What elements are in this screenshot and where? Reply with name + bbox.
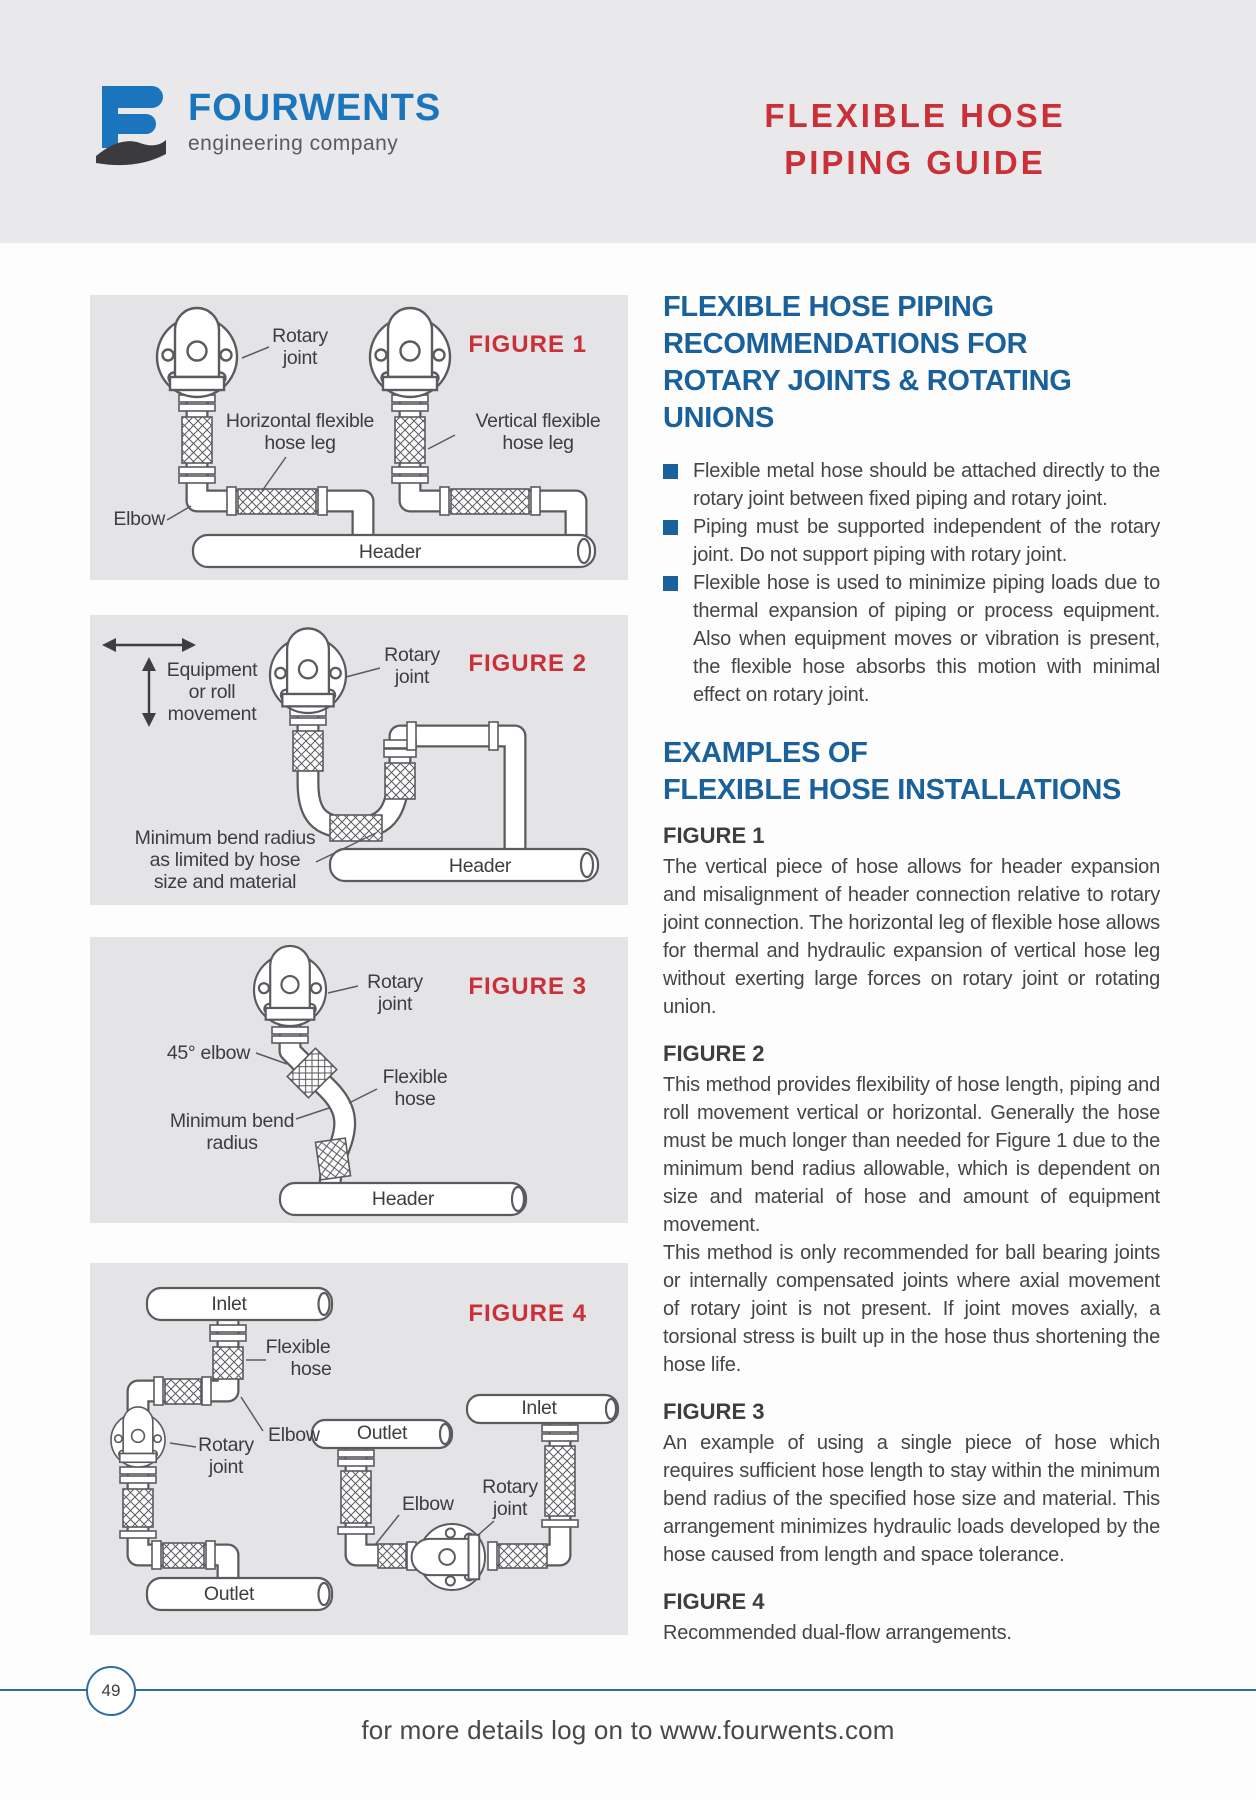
fig2-hose-bend [330, 815, 382, 841]
figure-4-description: FIGURE 4 Recommended dual-flow arrangements. [663, 1589, 1160, 1647]
page-header [0, 0, 1256, 243]
figure-3-panel [90, 937, 628, 1223]
section1-heading: FLEXIBLE HOSE PIPING RECOMMENDATIONS FOR ROTARY JOINTS & ROTATING UNIONS [663, 291, 1072, 434]
fig1-rotary-joint-icon-left [157, 308, 237, 397]
list-item: Piping must be supported independent of the rotary joint. Do not support piping with rotary joint. [663, 513, 1160, 569]
document-title [690, 92, 1140, 186]
svg-text:hose: hose [394, 1088, 436, 1110]
bullet-square-icon [663, 520, 678, 535]
figure-1-description: FIGURE 1 The vertical piece of hose allows for header expansion and misalignment of header connection relative to rotary joint connection. The horizontal leg of flexible hose allows for thermal and hydraulic expansion of vertical hose leg without exerting large forces on rotary joint or rotating union. [663, 823, 1160, 1018]
figure-2-description: FIGURE 2 This method provides flexibility of hose length, piping and roll movement vertical or horizontal. Generally the hose must be much longer than needed for Figure 1 due to the minimum bend radius allowable, which is dependent on size and material of hose and amount of equipment movement. This method is only recommended for ball bearing joints or internally compensated joints where axial movement of rotary joint is not present. If joint moves axially, a torsional stress is built up in the hose thus shortening the hose life. [663, 1041, 1160, 1376]
fig1-label-elbow: Elbow [113, 508, 165, 530]
fig1-pipe-run-right [410, 385, 576, 538]
fig1-vertical-hose-right [395, 417, 425, 463]
fig1-vertical-hose-left [182, 417, 212, 463]
svg-text:as limited by hose: as limited by hose [149, 849, 301, 871]
brand-tagline: engineering company [188, 132, 399, 155]
figure-2-tag: FIGURE 2 [468, 650, 587, 677]
fig3-hose-lower [316, 1138, 351, 1180]
figure-1-panel [90, 295, 628, 580]
fig4-label-outlet-right: Outlet [356, 1422, 408, 1444]
svg-text:hose leg: hose leg [502, 432, 574, 454]
figure-1-description-title: FIGURE 1 [663, 823, 765, 848]
fig1-horizontal-hose-right [451, 489, 529, 514]
svg-text:size and material: size and material [153, 871, 297, 893]
section2-heading: EXAMPLES OF FLEXIBLE HOSE INSTALLATIONS [663, 737, 1122, 806]
svg-text:hose: hose [290, 1358, 332, 1380]
svg-text:movement: movement [167, 703, 257, 725]
svg-text:or roll: or roll [188, 681, 236, 703]
figure-3-description: FIGURE 3 An example of using a single piece of hose which requires sufficient hose length to stay within the minimum bend radius of the specified hose size and material. This arrangement minimizes hydraulic loads developed by the hose caused from length and space tolerance. [663, 1399, 1160, 1566]
fig4-label-flexible-hose: Flexible [265, 1336, 331, 1358]
footer-note: for more details log on to www.fourwents.com [361, 1715, 895, 1745]
fig1-rotary-joint-icon-right [370, 308, 450, 397]
fig4-label-rotary-right: Rotary [482, 1476, 538, 1498]
figure-3-diagram [90, 937, 628, 1223]
fig1-label-header: Header [358, 541, 422, 563]
fig3-label-rotary-joint: Rotary [367, 971, 423, 993]
fig3-label-flexible-hose: Flexible [382, 1066, 448, 1088]
brand-name: FOURWENTS [188, 87, 442, 129]
fig2-hose-upper [293, 731, 323, 771]
fig4-label-inlet-right: Inlet [521, 1397, 557, 1419]
fig4-left-vertical-hose [213, 1347, 243, 1379]
fig1-label-horizontal-leg: Horizontal flexible [225, 410, 375, 432]
svg-text:hose leg: hose leg [264, 432, 336, 454]
fig3-label-header: Header [371, 1188, 435, 1210]
recommendations-list [663, 457, 1160, 709]
fig4-label-rotary-left: Rotary [198, 1434, 254, 1456]
fig2-label-rotary-joint: Rotary [384, 644, 440, 666]
svg-text:radius: radius [206, 1132, 258, 1154]
fig2-hose-riser [385, 763, 415, 799]
fig4-rotary-joint-icon-left [111, 1407, 165, 1467]
list-item: Flexible metal hose should be attached directly to the rotary joint between fixed piping and rotary joint. [663, 457, 1160, 513]
fig4-label-outlet-left: Outlet [203, 1583, 255, 1605]
svg-text:joint: joint [282, 347, 318, 369]
figure-3-description-title: FIGURE 3 [663, 1399, 765, 1424]
svg-text:joint: joint [492, 1498, 528, 1520]
figure-4-diagram [90, 1263, 628, 1635]
svg-text:joint: joint [394, 666, 430, 688]
bullet-square-icon [663, 576, 678, 591]
figure-1-diagram [90, 295, 628, 580]
page-number-badge: 49 [86, 1666, 136, 1716]
fig2-label-min-bend: Minimum bend radius [134, 827, 316, 849]
figure-2-description-title: FIGURE 2 [663, 1041, 765, 1066]
svg-text:joint: joint [377, 993, 413, 1015]
fig3-label-min-bend: Minimum bend [169, 1110, 295, 1132]
fig2-rotary-joint-icon [270, 628, 346, 713]
document-title-line1: FLEXIBLE HOSE [764, 97, 1066, 134]
figure-4-description-title: FIGURE 4 [663, 1589, 765, 1614]
figure-2-panel [90, 615, 628, 905]
fig4-label-inlet-left: Inlet [211, 1293, 247, 1315]
document-title-line2: PIPING GUIDE [784, 144, 1046, 181]
svg-text:joint: joint [208, 1456, 244, 1478]
figure-4-panel [90, 1263, 628, 1635]
article-column [663, 289, 1160, 1647]
list-item: Flexible hose is used to minimize piping loads due to thermal expansion of piping or process equipment. Also when equipment moves or vibration is present, the flexible hose absorbs this motion with minimal effect on rotary joint. [663, 569, 1160, 709]
fig3-rotary-joint-icon [254, 946, 326, 1026]
fig2-label-movement: Equipment [166, 659, 258, 681]
fig1-pipe-run-left [197, 385, 363, 538]
fig4-rotary-joint-icon-right [412, 1524, 485, 1590]
fig4-label-elbow-right: Elbow [402, 1493, 454, 1515]
logo-mark-icon [88, 80, 172, 174]
figure-3-tag: FIGURE 3 [468, 973, 587, 1000]
bullet-square-icon [663, 464, 678, 479]
company-logo [88, 80, 441, 174]
footer-divider [0, 1689, 1256, 1691]
figure-1-tag: FIGURE 1 [468, 331, 587, 358]
fig1-horizontal-hose-left [238, 489, 316, 514]
fig1-label-vertical-leg: Vertical flexible [475, 410, 601, 432]
fig4-label-elbow-left: Elbow [268, 1424, 320, 1446]
figure-2-diagram [90, 615, 628, 905]
fig1-label-rotary-joint: Rotary [272, 325, 328, 347]
figure-4-tag: FIGURE 4 [468, 1300, 587, 1327]
fig3-label-45-elbow: 45° elbow [166, 1042, 250, 1064]
fig2-label-header: Header [448, 855, 512, 877]
